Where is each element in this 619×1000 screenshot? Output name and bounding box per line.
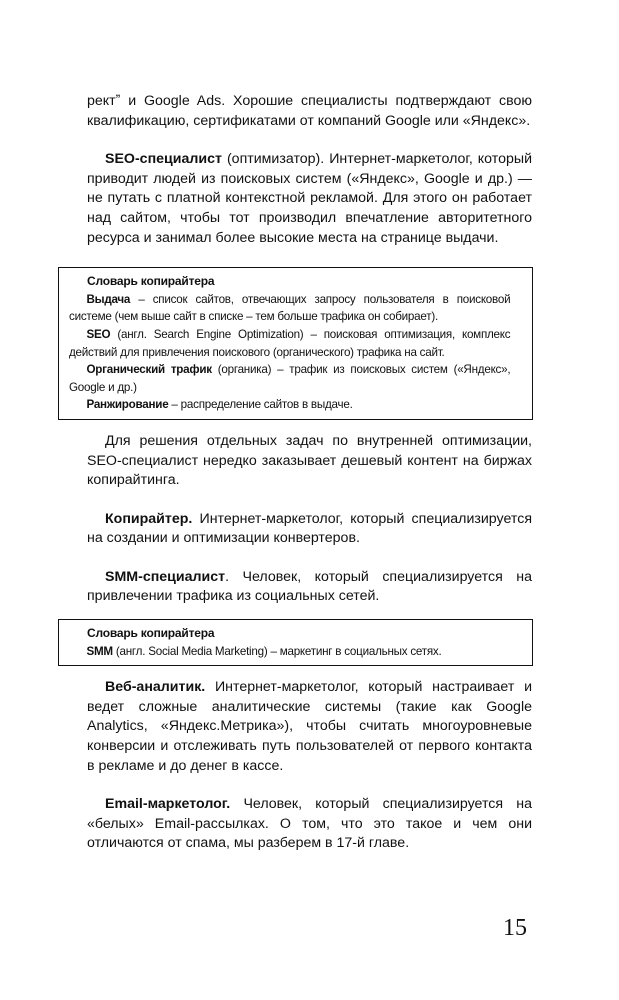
glossary-term: Ранжирование xyxy=(86,397,169,412)
term-seo-specialist: SEO-специалист xyxy=(105,151,222,168)
glossary-entry-ranking xyxy=(69,396,510,414)
text-seo-specialist: (оптимизатор). Интернет-маркетолог, который приводит людей из поисковых систем («Яндекс», Google и др.) — не путать с платной контекстной рекламой. Для этого он работает над сайтом, чтобы тот производил впечатление авторитетного ресурса и занимал более высокие места на странице выдачи. xyxy=(87,151,532,246)
text-smm-specialist: . Человек, который специализируется на привлечении трафика из социальных сетей. xyxy=(87,568,532,605)
glossary-entry-organic-traffic xyxy=(69,361,510,396)
glossary-term: Выдача xyxy=(86,291,131,306)
paragraph-copywriter xyxy=(87,510,532,549)
text-copywriter: Интернет-маркетолог, который специализируется на создании и оптимизации конвертеров. xyxy=(87,510,532,547)
glossary-definition: (органика) – трафик из поисковых систем («Яндекс», Google и др.) xyxy=(69,362,511,394)
glossary-term: SEO xyxy=(86,326,111,341)
glossary-definition: (англ. Social Media Marketing) – маркетинг в социальных сетях. xyxy=(112,643,442,658)
glossary-box-2 xyxy=(58,619,533,666)
paragraph-seo-content: Для решения отдельных задач по внутренней оптимизации, SEO-специалист нередко заказывает дешевый контент на биржах копирайтинга. xyxy=(87,432,532,489)
glossary-box-1 xyxy=(58,267,533,420)
glossary-title: Словарь копирайтера xyxy=(87,274,215,289)
text-email-marketer: Человек, который специализируется на «белых» Email-рассылках. О том, что это такое и чем они отличаются от спама, мы разберем в 17-й главе. xyxy=(87,796,532,852)
page-number: 15 xyxy=(503,915,527,941)
glossary-definition: – распределение сайтов в выдаче. xyxy=(168,397,353,412)
paragraph-email-marketer xyxy=(87,795,532,854)
term-web-analyst: Веб-аналитик. xyxy=(105,679,206,696)
text-web-analyst: Интернет-маркетолог, который настраивает и ведет сложные аналитические системы (такие как Google Analytics, «Яндекс.Метрика»), чтобы считать многоуровневые конверсии и отслеживать путь пользователей от первого контакта в рекламе и до денег в кассе. xyxy=(87,679,532,774)
term-copywriter: Копирайтер. xyxy=(105,510,193,527)
glossary-term: SMM xyxy=(86,643,113,658)
glossary-title: Словарь копирайтера xyxy=(87,626,215,641)
paragraph-seo-specialist xyxy=(87,150,532,248)
paragraph-ads-continuation: ректˮ и Google Ads. Хорошие специалисты подтверждают свою квалификацию, сертификатами от компаний Google или «Яндекс». xyxy=(87,93,532,129)
glossary-term: Органический трафик xyxy=(86,362,212,377)
glossary-definition: (англ. Search Engine Optimization) – поисковая оптимизация, комплекс действий для привлечения поискового (органического) трафика на сайт. xyxy=(69,326,511,359)
glossary-definition: – список сайтов, отвечающих запросу пользователя в поисковой системе (чем выше сайт в списке – тем больше трафика он собирает). xyxy=(69,291,511,324)
paragraph-smm-specialist xyxy=(87,568,532,607)
glossary-entry-seo xyxy=(69,326,510,361)
term-smm-specialist: SMM-специалист xyxy=(105,568,226,585)
term-email-marketer: Email-маркетолог. xyxy=(105,796,231,813)
glossary-entry-smm xyxy=(69,643,510,661)
page-content xyxy=(69,92,532,854)
glossary-entry-vydacha xyxy=(69,291,510,326)
paragraph-web-analyst xyxy=(87,678,532,776)
